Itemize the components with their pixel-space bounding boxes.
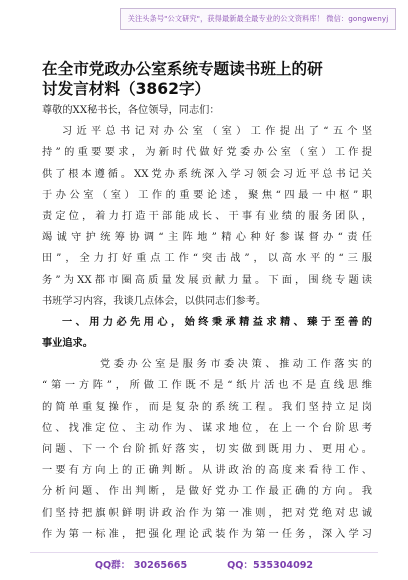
qq-text: QQ：535304092 bbox=[227, 560, 314, 571]
paragraph-line: 分析问题、作出判断，是做好党办工作最正确的方向。我 bbox=[42, 486, 372, 498]
document-body bbox=[42, 100, 372, 545]
paragraph-line: 作为第一标准，把强化理论武装作为第一任务，深入学习 bbox=[42, 528, 372, 540]
paragraph-line: 一要有方向上的正确判断。从讲政治的高度来看待工作、 bbox=[42, 465, 372, 477]
paragraph-line: 于办公室（室）工作的重要论述，聚焦“四最一中枢”职 bbox=[42, 189, 372, 201]
paragraph-line: 务”为XX都市圈高质量发展贡献力量。下面，围绕专题读 bbox=[42, 274, 372, 286]
paragraph-line: 们坚持把旗帜鲜明讲政治作为第一准则，把对党绝对忠诚 bbox=[42, 507, 372, 519]
footer-divider bbox=[30, 552, 378, 553]
banner-text: 关注头条号"公文研究"，获得最新最全最专业的公文资料库！ 微信：gongwenyj bbox=[127, 14, 389, 23]
paragraph-line: 的简单重复操作，而是复杂的系统工程。我们坚持立足岗 bbox=[42, 401, 372, 413]
paragraph-line: 位、找准定位、主动作为、谋求地位，在上一个台阶思考 bbox=[42, 422, 372, 434]
footer bbox=[0, 554, 408, 574]
document-title bbox=[42, 59, 382, 99]
paragraph-line: 责定位，着力打造干部能成长、干事有业绩的服务团队， bbox=[42, 210, 372, 222]
paragraph-line: 持”的重要要求，为新时代做好党委办公室（室）工作提 bbox=[42, 147, 372, 159]
paragraph-line: 习近平总书记对办公室（室）工作提出了“五个坚 bbox=[62, 126, 372, 138]
title-line-1: 在全市党政办公室系统专题读书班上的研 bbox=[42, 60, 323, 78]
paragraph-line: “第一方阵”，所做工作既不是“纸片活也不是直线思维 bbox=[42, 380, 372, 392]
paragraph-line: 党委办公室是服务市委决策、推动工作落实的 bbox=[100, 359, 372, 371]
salutation-line: 尊敬的XX秘书长，各位领导，同志们： bbox=[42, 105, 220, 116]
paragraph-line: 竭诚守护统筹协调“主阵地”精心种好参谋督办“责任 bbox=[42, 232, 372, 244]
qq-group-text: QQ群： 30265665 bbox=[94, 560, 188, 571]
title-line-2: 讨发言材料（3862字） bbox=[42, 80, 211, 98]
top-banner bbox=[120, 8, 396, 30]
paragraph-line: 田”，全力打好重点工作“突击战”，以高水平的“三服 bbox=[42, 253, 372, 265]
paragraph-line: 供了根本遵循。XX党办系统深入学习领会习近平总书记关 bbox=[42, 168, 372, 180]
section-heading-line: 事业追求。 bbox=[42, 338, 93, 350]
section-heading-line: 一、用力必先用心，始终秉承精益求精、臻于至善的 bbox=[62, 316, 372, 328]
paragraph-line: 问题、下一个台阶抓好落实，切实做到既用力、更用心。 bbox=[42, 444, 372, 455]
paragraph-line: 书班学习内容，我谈几点体会，以供同志们参考。 bbox=[42, 295, 267, 307]
